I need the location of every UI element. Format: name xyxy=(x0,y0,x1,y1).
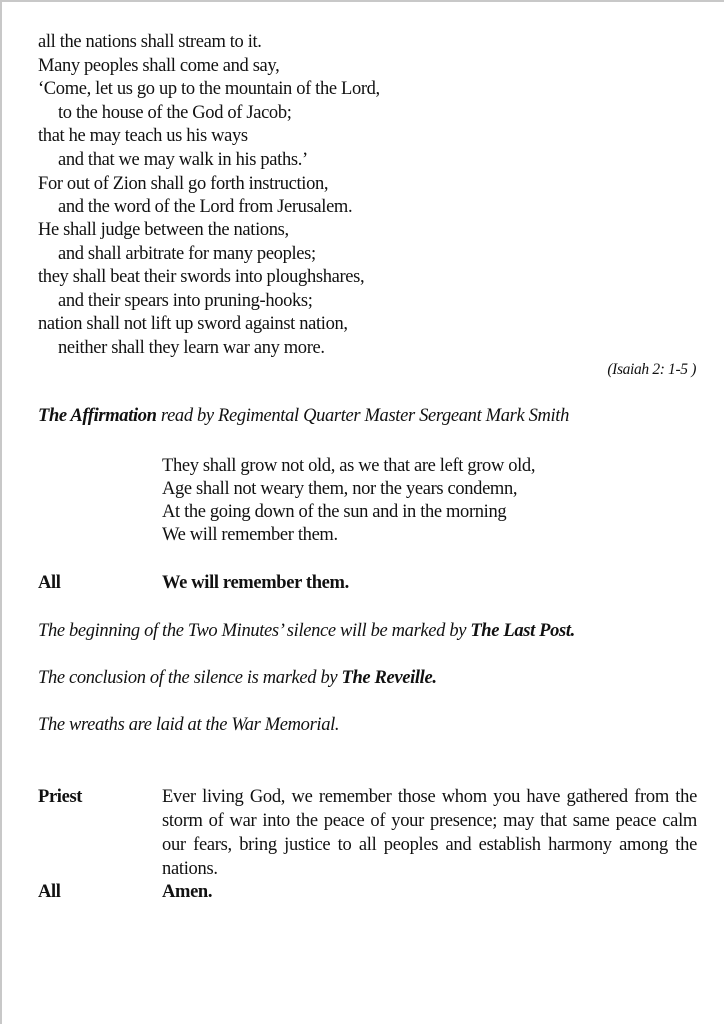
reading-line: He shall judge between the nations, xyxy=(38,220,289,240)
reading-line: to the house of the God of Jacob; xyxy=(58,103,292,123)
rubric-emphasis: The Reveille. xyxy=(341,668,437,688)
rubric-text: The conclusion of the silence is marked by xyxy=(38,668,342,688)
reading-line: ‘Come, let us go up to the mountain of the Lord, xyxy=(38,79,380,99)
prayer-label: Priest xyxy=(38,787,83,807)
rubric-silence-end xyxy=(38,666,437,690)
reading-line: and their spears into pruning-hooks; xyxy=(58,291,313,311)
reading-line: that he may teach us his ways xyxy=(38,126,248,146)
verse-line: At the going down of the sun and in the morning xyxy=(162,502,507,522)
rubric-emphasis: The Last Post. xyxy=(470,621,575,641)
reading-line: neither shall they learn war any more. xyxy=(58,338,325,358)
prayer-response-text: Amen. xyxy=(162,882,213,902)
reading-line: For out of Zion shall go forth instruction, xyxy=(38,174,329,194)
prayer-response-label: All xyxy=(38,882,61,902)
reading-line: and shall arbitrate for many peoples; xyxy=(58,244,316,264)
verse-line: Age shall not weary them, nor the years condemn, xyxy=(162,479,518,499)
reading-line: and that we may walk in his paths.’ xyxy=(58,150,308,170)
rubric-text: The beginning of the Two Minutes’ silence will be marked by xyxy=(38,621,471,641)
affirmation-title: The Affirmation xyxy=(38,406,157,426)
verse-line: They shall grow not old, as we that are left grow old, xyxy=(162,456,536,476)
reading-line: and the word of the Lord from Jerusalem. xyxy=(58,197,353,217)
verse-line: We will remember them. xyxy=(162,525,338,545)
prayer-text: Ever living God, we remember those whom you have gathered from the storm of war into the peace of your presence; may that same peace calm our fears, bring justice to all peoples and establish harmony among the nations. xyxy=(162,787,697,879)
affirmation-reader: read by Regimental Quarter Master Sergeant Mark Smith xyxy=(156,406,569,426)
reading-line: nation shall not lift up sword against nation, xyxy=(38,314,348,334)
affirmation-heading xyxy=(38,404,569,428)
response-label: All xyxy=(38,573,61,593)
reading-line: Many peoples shall come and say, xyxy=(38,56,280,76)
response-text: We will remember them. xyxy=(162,573,349,593)
rubric-wreaths: The wreaths are laid at the War Memorial. xyxy=(38,715,340,735)
scripture-reference: (Isaiah 2: 1-5 ) xyxy=(607,361,696,378)
reading-line: all the nations shall stream to it. xyxy=(38,32,262,52)
rubric-silence-start xyxy=(38,619,575,643)
reading-line: they shall beat their swords into ploughshares, xyxy=(38,267,365,287)
